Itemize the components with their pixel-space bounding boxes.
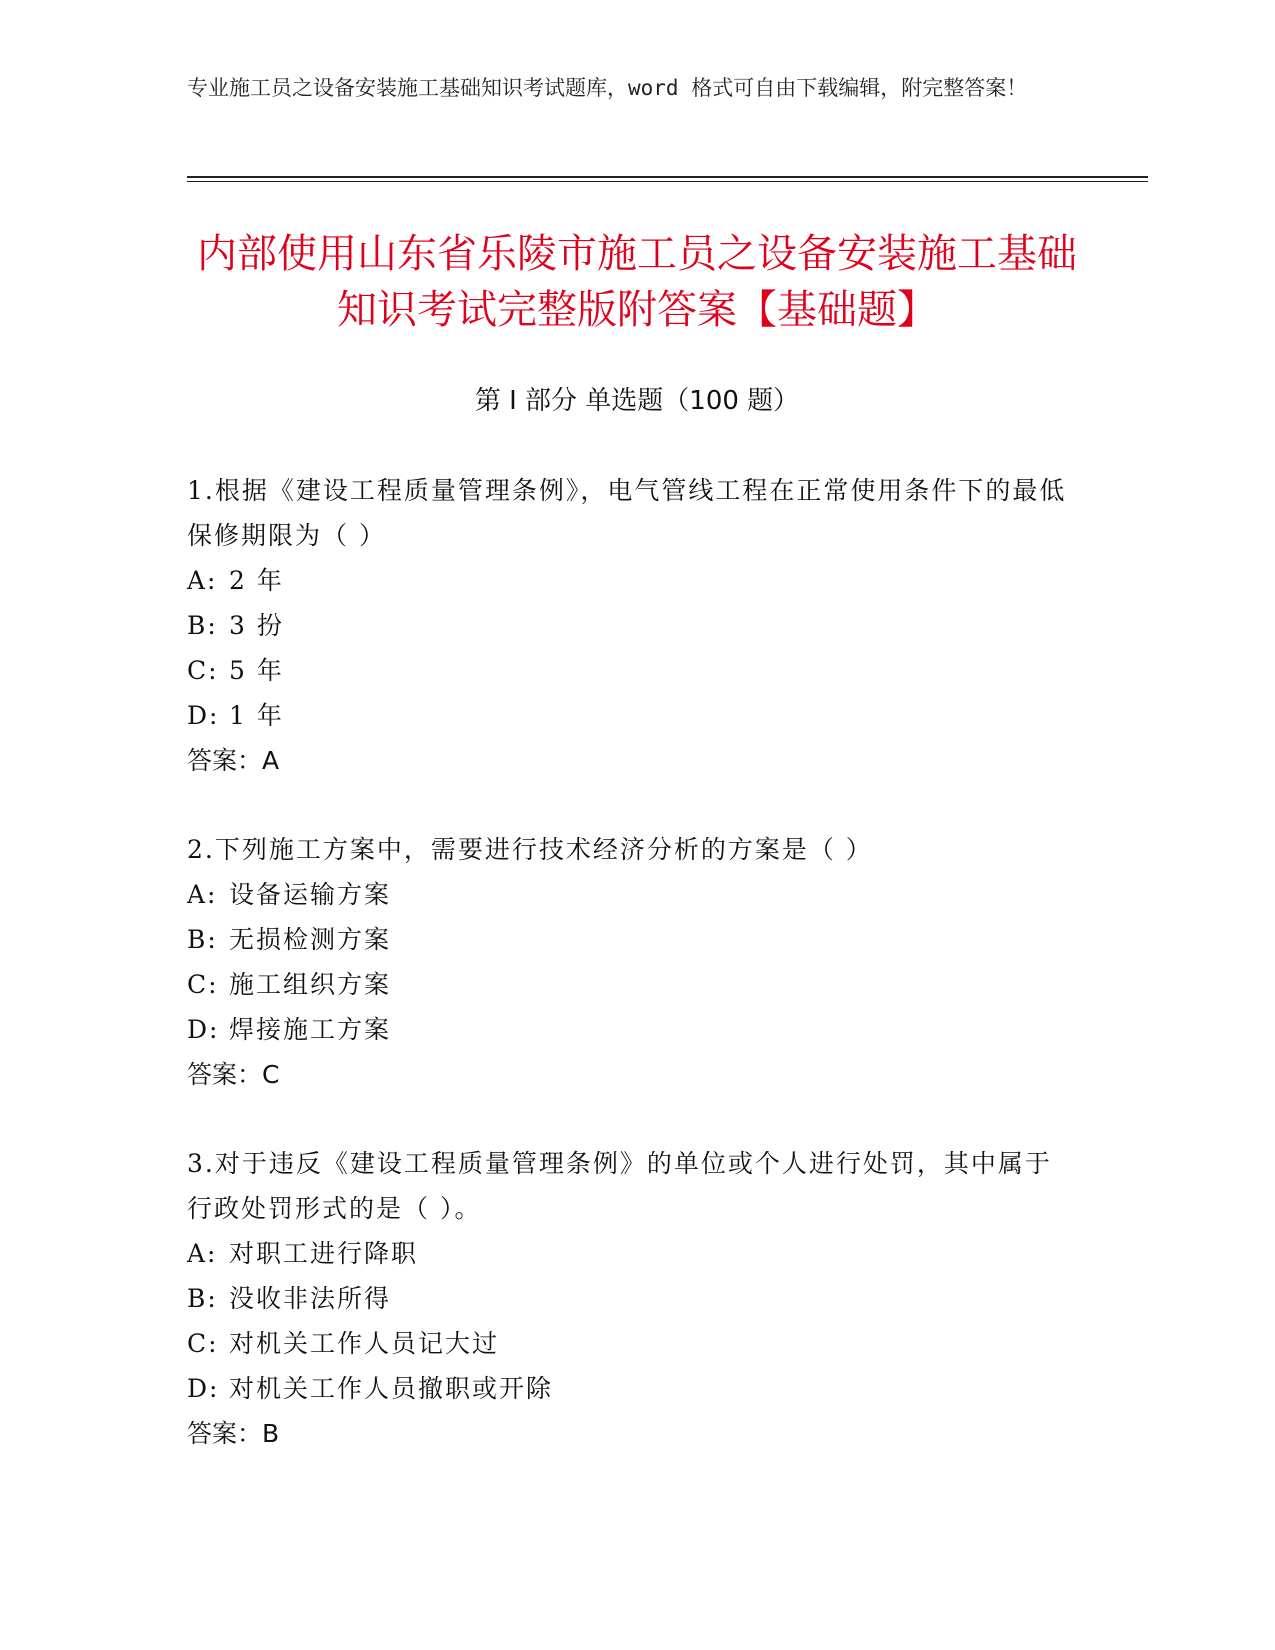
option-key: D:: [187, 701, 220, 730]
option-key: D:: [187, 1374, 220, 1403]
option-text: 没收非法所得: [229, 1284, 392, 1313]
option-text: 设备运输方案: [229, 880, 392, 909]
option-text: 对机关工作人员记大过: [229, 1329, 500, 1358]
option-c: [187, 648, 1067, 693]
question-item: [187, 468, 1067, 783]
option-key: A:: [187, 1239, 218, 1268]
option-key: A:: [187, 566, 218, 595]
option-key: B:: [187, 925, 218, 954]
option-text: 焊接施工方案: [229, 1015, 392, 1044]
question-stem: 3.对于违反《建设工程质量管理条例》的单位或个人进行处罚，其中属于行政处罚形式的是（ ）。: [187, 1149, 1052, 1223]
option-key: B:: [187, 611, 218, 640]
option-d: [187, 1007, 1067, 1052]
option-key: A:: [187, 880, 218, 909]
option-a: [187, 872, 1067, 917]
option-key: C:: [187, 970, 219, 999]
option-key: C:: [187, 656, 219, 685]
question-stem: 1.根据《建设工程质量管理条例》，电气管线工程在正常使用条件下的最低保修期限为（ ）: [187, 476, 1067, 550]
option-text: 5 年: [229, 656, 284, 685]
option-key: C:: [187, 1329, 219, 1358]
answer-line: 答案：C: [187, 1060, 280, 1089]
question-item: [187, 827, 1067, 1097]
option-b: [187, 1276, 1067, 1321]
option-a: [187, 1231, 1067, 1276]
answer-line: 答案：A: [187, 746, 280, 775]
option-key: B:: [187, 1284, 218, 1313]
document-title: 内部使用山东省乐陵市施工员之设备安装施工基础知识考试完整版附答案【基础题】: [197, 231, 1077, 333]
option-d: [187, 1366, 1067, 1411]
option-a: [187, 558, 1067, 603]
option-text: 1 年: [229, 701, 284, 730]
header-divider-thin: [187, 181, 1148, 182]
option-c: [187, 962, 1067, 1007]
option-text: 无损检测方案: [229, 925, 392, 954]
question-list: [187, 468, 1067, 1500]
option-text: 对机关工作人员撤职或开除: [229, 1374, 554, 1403]
option-text: 3 扮: [229, 611, 284, 640]
option-text: 2 年: [229, 566, 284, 595]
option-text: 施工组织方案: [229, 970, 392, 999]
option-b: [187, 603, 1067, 648]
header-note: 专业施工员之设备安装施工基础知识考试题库，word 格式可自由下载编辑，附完整答案！: [187, 76, 1028, 100]
question-stem: 2.下列施工方案中，需要进行技术经济分析的方案是（ ）: [187, 835, 873, 864]
option-key: D:: [187, 1015, 220, 1044]
option-c: [187, 1321, 1067, 1366]
option-b: [187, 917, 1067, 962]
answer-line: 答案：B: [187, 1419, 280, 1448]
header-divider: [187, 176, 1148, 178]
section-heading: 第 I 部分 单选题（100 题）: [474, 386, 800, 416]
option-d: [187, 693, 1067, 738]
option-text: 对职工进行降职: [229, 1239, 419, 1268]
question-item: [187, 1141, 1067, 1456]
